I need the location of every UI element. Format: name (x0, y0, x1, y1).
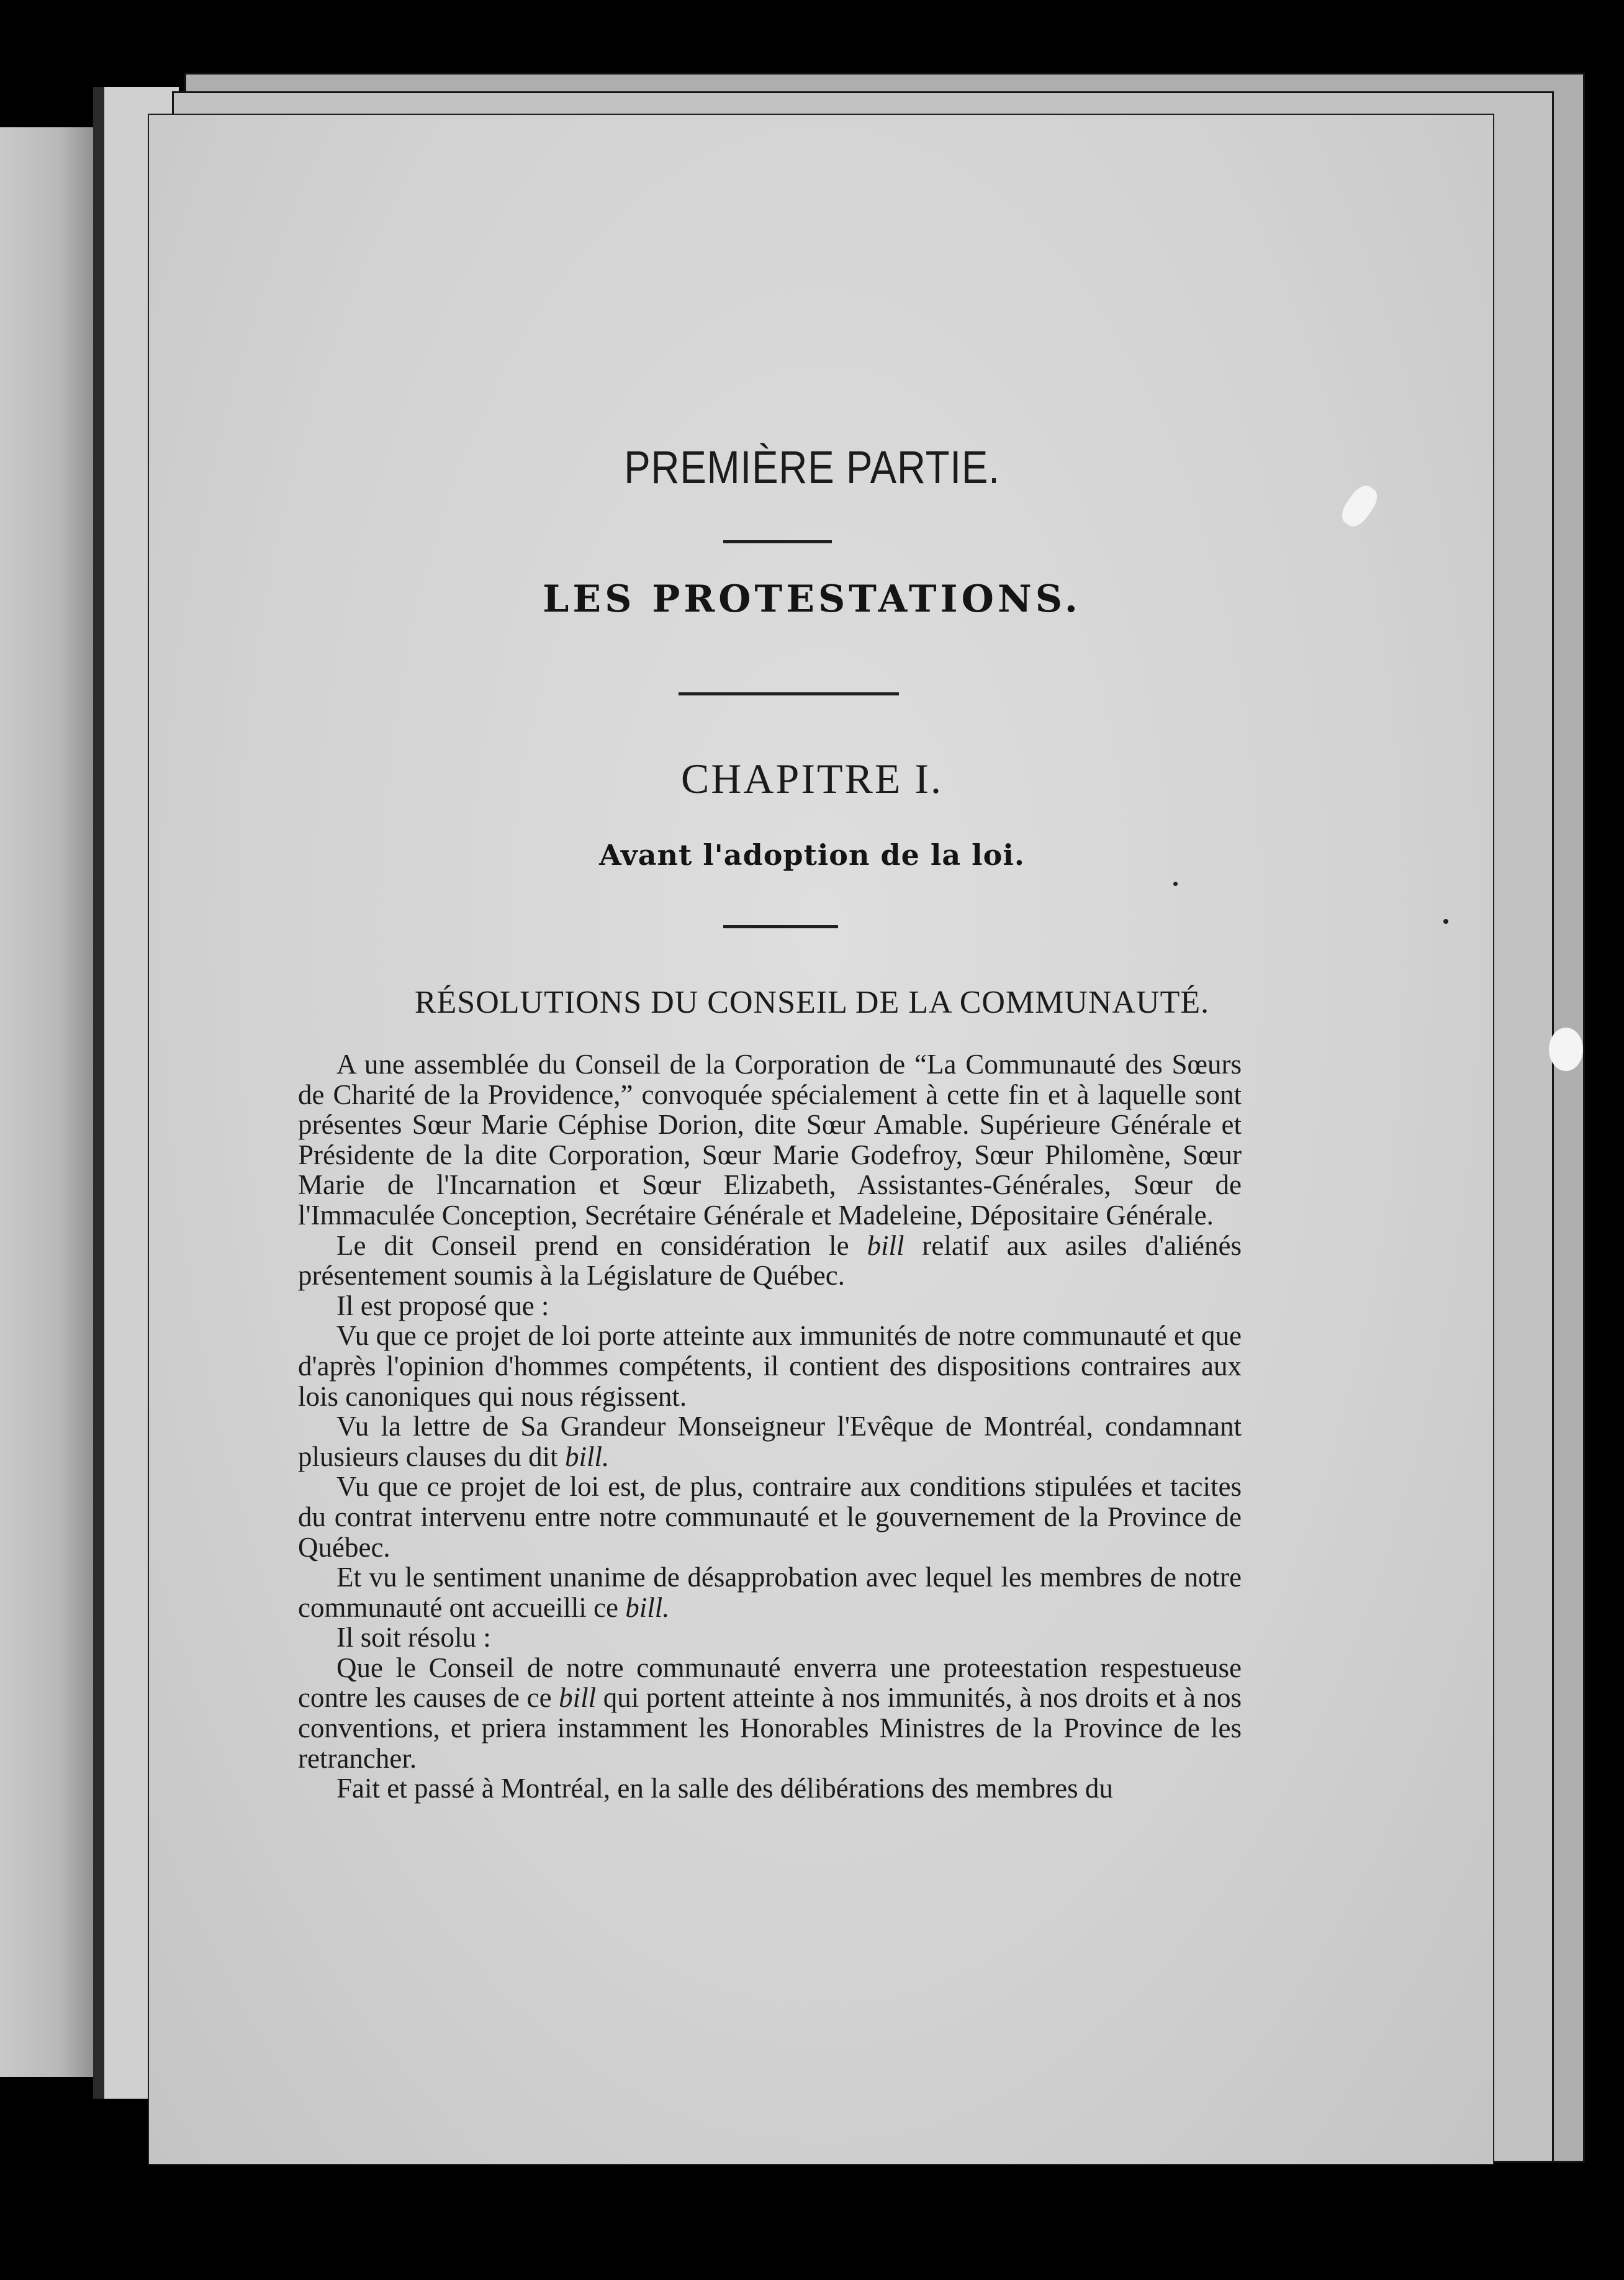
paragraph (298, 1562, 1242, 1622)
paragraph (298, 1472, 1242, 1562)
paper-speck (1549, 1028, 1583, 1071)
section-title: LES PROTESTATIONS. (543, 577, 1081, 621)
divider-rule (723, 925, 838, 928)
facing-page-edge (0, 127, 99, 2077)
resolutions-title: RÉSOLUTIONS DU CONSEIL DE LA COMMUNAUTÉ. (414, 985, 1210, 1020)
paragraph (298, 1321, 1242, 1411)
paragraph-text: Et vu le sentiment unanime de désapprobation avec lequel les membres de notre communauté ont accueilli ce (298, 1562, 1242, 1623)
paragraph (298, 1411, 1242, 1472)
italic-term: bill (559, 1682, 597, 1714)
body-text (298, 1049, 1242, 1804)
paragraph (298, 1231, 1242, 1291)
paper-speck (1443, 919, 1448, 924)
paragraph-text: Vu la lettre de Sa Grandeur Monseigneur l'Evêque de Montréal, condamnant plusieurs clauses du dit (298, 1411, 1242, 1472)
paragraph-text: Il soit résolu : (336, 1622, 491, 1653)
divider-rule (679, 692, 899, 695)
paragraph (298, 1049, 1242, 1231)
chapter-title: CHAPITRE I. (680, 755, 944, 802)
paragraph-text: A une assemblée du Conseil de la Corporation de “La Communauté des Sœurs de Charité de la Providence,” convoquée spécialement à cette fin et à laquelle sont présentes Sœur Marie Céphise Dorion, dite Sœur Amable. Supérieure Générale et Présidente de la dite Corporation, Sœur Marie Godefroy, Sœur Philomène, Sœur Marie de l'Incarnation et Sœur Elizabeth, Assistantes-Générales, Sœur de l'Immaculée Conception, Secrétaire Générale et Madeleine, Dépositaire Générale. (298, 1049, 1242, 1231)
paragraph-text: Que le Conseil de notre communauté enverra une proteestation respestueuse contre les causes de ce (298, 1652, 1242, 1714)
chapter-subtitle: Avant l'adoption de la loi. (599, 838, 1025, 872)
paragraph-text: Fait et passé à Montréal, en la salle des délibérations des membres du (336, 1773, 1113, 1804)
paragraph-text: Vu que ce projet de loi est, de plus, contraire aux conditions stipulées et tacites du contrat intervenu entre notre communauté et le gouvernement de la Province de Québec. (298, 1471, 1242, 1563)
paragraph-text: relatif aux asiles d'aliénés présentement soumis à la Législature de Québec. (298, 1229, 1242, 1292)
paragraph-text: Le dit Conseil prend en considération le (336, 1229, 867, 1261)
divider-rule (723, 540, 832, 543)
paper-speck (1173, 882, 1178, 886)
italic-term: bill (867, 1229, 904, 1261)
paragraph (298, 1653, 1242, 1773)
part-title: PREMIÈRE PARTIE. (624, 441, 1000, 493)
paragraph (298, 1622, 1242, 1653)
paragraph-text: Vu que ce projet de loi porte atteinte aux immunités de notre communauté et que d'après l'opinion d'hommes compétents, il contient des dispositions contraires aux lois canoniques qui nous régissent. (298, 1320, 1242, 1412)
paragraph (298, 1773, 1242, 1804)
italic-term: bill. (625, 1591, 670, 1623)
paragraph-text: Il est proposé que : (336, 1290, 549, 1321)
paragraph-text: qui portent atteinte à nos immunités, à nos droits et à nos conventions, et priera instamment les Honorables Ministres de la Province de les retrancher. (298, 1682, 1242, 1774)
paragraph (298, 1291, 1242, 1321)
italic-term: bill. (564, 1441, 610, 1472)
